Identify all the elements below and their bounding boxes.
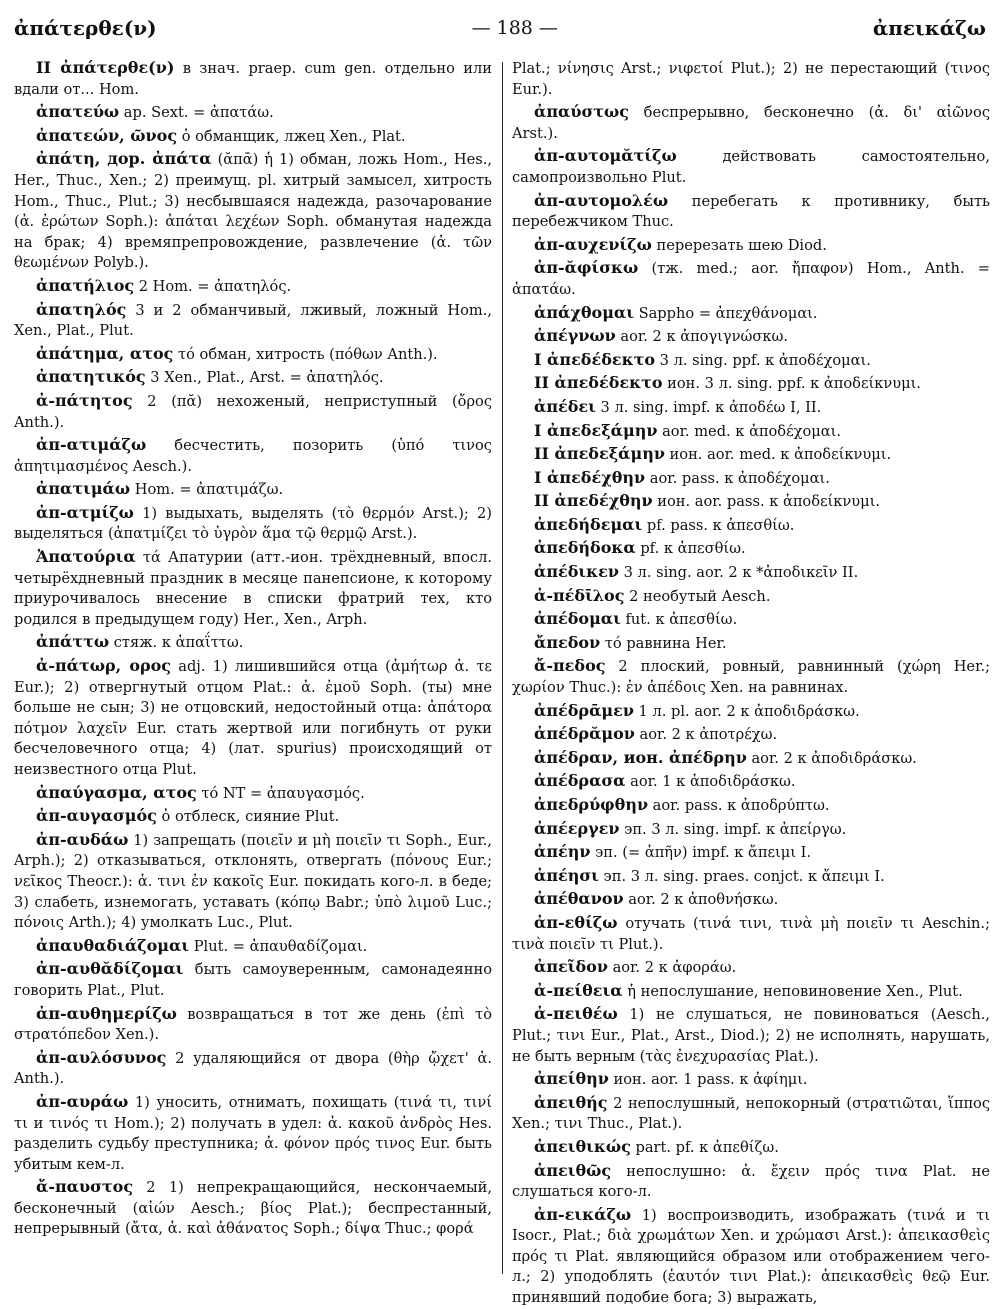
entry-definition: 2 удаляющийся от двора (θὴρ ᾤχετ' ἀ. Anth.). <box>14 1049 492 1088</box>
left-column <box>14 58 492 1276</box>
entry-headword: ἀπεδήδεμαι <box>534 514 643 534</box>
dictionary-entry <box>512 58 990 100</box>
dictionary-entry <box>512 1069 990 1091</box>
dictionary-entry <box>14 58 492 100</box>
entry-definition: 1) запрещать (ποιεῖν и μὴ ποιεῖν τι Soph., Eur., Arph.); 2) отказываться, отклонять, отвергать (πόνους Eur.; νεῖκος Theocr.): ἀ. τινι ἐν κακοῖς Eur. покидать кого-л. в беде; 3) слабеть, изнемогать, уставать (κόπῳ Babr.; ὑπὸ λιμοῦ Luc.; πόνοις Arth.); 4) умолкать Luc., Plut. <box>14 831 492 932</box>
dictionary-entry <box>512 444 990 466</box>
entry-headword: ἄ-πεδος <box>534 656 606 676</box>
entry-headword: ἀπάτημα, ατος <box>36 343 174 363</box>
dictionary-entry <box>14 276 492 298</box>
entry-definition: отучать (τινά τινι, τινὰ μὴ ποιεῖν τι Aeschin.; τινὰ ποιεῖν τι Plut.). <box>512 914 990 953</box>
dictionary-entry <box>512 515 990 537</box>
entry-headword: ἀπαυθαδιάζομαι <box>36 935 190 955</box>
dictionary-entry <box>512 468 990 490</box>
entry-headword: ἀπέθανον <box>534 889 624 909</box>
entry-headword: ἀ-πάτητος <box>36 390 133 410</box>
entry-headword: II ἀπεδέδεκτο <box>534 373 663 393</box>
dictionary-entry <box>512 303 990 325</box>
dictionary-entry <box>512 957 990 979</box>
entry-definition: эп. 3 л. sing. praes. conjct. к ἄπειμι I. <box>598 867 885 885</box>
dictionary-entry <box>14 1048 492 1090</box>
entry-definition: ὁ обманщик, лжец Xen., Plat. <box>177 127 406 145</box>
entry-definition: τό равнина Her. <box>600 634 727 652</box>
entry-headword: ἄ-παυστος <box>36 1177 134 1197</box>
entry-definition: Hom. = ἀπατιμάζω. <box>130 481 284 499</box>
entry-definition: 1 л. pl. aor. 2 к ἀποδιδράσκω. <box>633 702 860 720</box>
dictionary-entry <box>512 258 990 300</box>
dictionary-entry <box>512 609 990 631</box>
entry-definition: действовать самостоятельно, самопроизвольно Plut. <box>512 148 990 186</box>
entry-headword: ἀπ-ατμίζω <box>36 502 134 522</box>
dictionary-entry <box>512 491 990 513</box>
entry-definition: aor. 2 к ἀποδιδράσκω. <box>746 749 917 767</box>
dictionary-entry <box>512 102 990 144</box>
entry-headword: ἀπ-αυγασμός <box>36 806 157 826</box>
dictionary-entry <box>14 1177 492 1240</box>
entry-definition: 1) воспроизводить, изображать (τινά и τι Isocr., Plat.; διὰ χρωμάτων Xen. и χρώμασι Arst.): ἀπεικασθεὶς πρός τι Plat. являющийся образом или отображением чего-л.; 2) уподоблять (ἑαυτόν τινι Plat.): ἀπεικασθεὶς θεῷ Eur. принявший подобие бога; 3) выражать, <box>512 1206 990 1307</box>
column-divider <box>502 62 503 1274</box>
dictionary-entry <box>14 479 492 501</box>
entry-definition: Plat.; νίνησις Arst.; νιφετοί Plut.); 2) не перестающий (τινος Eur.). <box>512 60 990 98</box>
dictionary-entry <box>512 146 990 188</box>
entry-headword: ἀπέδρᾱμεν <box>534 700 634 720</box>
entry-definition: aor. 2 к ἀποθνήσκω. <box>623 891 779 909</box>
entry-definition: ион. aor. 1 pass. к ἀφίημι. <box>608 1071 808 1089</box>
entry-definition: 3 л. sing. impf. к ἀποδέω I, II. <box>595 398 822 416</box>
entry-headword: ἀπάττω <box>36 632 110 652</box>
dictionary-entry <box>14 1004 492 1046</box>
entry-headword: ἀπ-αυλόσυνος <box>36 1047 167 1067</box>
entry-definition: ap. Sext. = ἀπατάω. <box>119 104 274 122</box>
dictionary-entry <box>14 936 492 958</box>
dictionary-entry <box>512 656 990 698</box>
entry-definition: ион. 3 л. sing. ppf. к ἀποδείκνυμι. <box>662 375 921 393</box>
entry-definition: aor. 1 к ἀποδιδράσκω. <box>625 773 796 791</box>
dictionary-entry <box>512 586 990 608</box>
entry-headword: ἀπατηλός <box>36 299 127 319</box>
entry-headword: ἀπ-αυδάω <box>36 829 129 849</box>
page-number: — 188 — <box>471 17 558 39</box>
entry-headword: ἀπεδρύφθην <box>534 795 649 814</box>
entry-headword: ἀπειθῶς <box>534 1160 612 1180</box>
entry-headword: ἀπέδραν, ион. ἀπέδρην <box>534 747 747 767</box>
entry-headword: ἀπ-αυχενίζω <box>534 234 652 254</box>
entry-headword: ἀπ-εικάζω <box>534 1204 632 1224</box>
entry-headword: ἀ-πάτωρ, ορος <box>36 656 172 676</box>
dictionary-entry <box>512 819 990 841</box>
entry-headword: ἀπ-ᾰφίσκω <box>534 258 639 278</box>
dictionary-entry <box>512 981 990 1003</box>
dictionary-entry <box>14 656 492 781</box>
entry-headword: I ἀπεδεξάμην <box>534 420 658 440</box>
entry-headword: ἀπέην <box>534 842 591 862</box>
entry-definition: aor. 2 к ἀφοράω. <box>607 959 737 977</box>
dictionary-entry <box>14 806 492 828</box>
dictionary-entry <box>512 373 990 395</box>
entry-headword: ἀπ-αυτομᾰτίζω <box>534 146 677 166</box>
dictionary-entry <box>14 1092 492 1175</box>
dictionary-entry <box>512 1093 990 1135</box>
entry-definition: τό обман, хитрость (πόθων Anth.). <box>173 345 438 363</box>
entry-definition: возвращаться в тот же день (ἐπὶ τὸ στρατόπεδον Xen.). <box>14 1005 492 1044</box>
entry-definition: беспрерывно, бесконечно (ἀ. δι' αἰῶνος Arst.). <box>512 104 990 142</box>
entry-definition: 2 (πᾰ) нехоженый, неприступный (ὄρος Anth.). <box>14 392 492 431</box>
entry-headword: ἀπ-αυτομολέω <box>534 190 669 210</box>
entry-definition: 2 плоский, ровный, равнинный (χώρη Her.; χωρίον Thuc.): ἐν ἀπέδοις Xen. на равнинах. <box>512 658 990 697</box>
header-left-guideword: ἀπάτερθε(ν) <box>14 16 157 40</box>
dictionary-entry <box>512 1205 990 1309</box>
entry-definition: ἡ непослушание, неповиновение Xen., Plut. <box>622 982 963 1000</box>
entry-definition: бесчестить, позорить (ὑπό τινος ἀπητιμασμένος Aesch.). <box>14 437 492 475</box>
dictionary-entry <box>512 795 990 817</box>
entry-headword: ἀπέησι <box>534 865 599 885</box>
entry-definition: быть самоуверенным, самонадеянно говорить Plat., Plut. <box>14 961 492 999</box>
entry-headword: Ἀπατούρια <box>36 547 136 567</box>
entry-headword: II ἀπεδέχθην <box>534 491 653 511</box>
dictionary-entry <box>14 830 492 934</box>
entry-definition: эп. 3 л. sing. impf. к ἀπείργω. <box>619 820 847 838</box>
entry-definition: τό NT = ἀπαυγασμός. <box>196 784 365 802</box>
dictionary-entry <box>512 350 990 372</box>
dictionary-entry <box>512 1161 990 1203</box>
dictionary-entry <box>14 367 492 389</box>
dictionary-entry <box>14 391 492 433</box>
entry-headword: ἀπαύγασμα, ατος <box>36 782 197 802</box>
entry-definition: (тж. med.; aor. ἤπαφον) Hom., Anth. = ἀπατάω. <box>512 260 990 298</box>
entry-headword: ἀπέεργεν <box>534 818 620 838</box>
entry-headword: ἀπειθικώς <box>534 1136 631 1156</box>
entry-definition: 2 необутый Aesch. <box>624 587 771 605</box>
dictionary-entry <box>512 748 990 770</box>
entry-definition: aor. med. к ἀποδέχομαι. <box>657 422 841 440</box>
entry-definition: part. pf. к ἀπεθίζω. <box>630 1138 779 1156</box>
entry-definition: Sappho = ἀπεχθάνομαι. <box>633 304 818 322</box>
entry-headword: ἀπατιμάω <box>36 479 131 499</box>
entry-definition: 1) выдыхать, выделять (τὸ θερμόν Arst.); 2) выделяться (ἀπατμίζει τὸ ὑγρὸν ἅμα τῷ θερμῷ Arst.). <box>14 504 492 543</box>
entry-definition: ион. aor. pass. к ἀποδείκνυμι. <box>652 493 880 511</box>
entry-definition: pf. к ἀπεσθίω. <box>635 540 746 558</box>
dictionary-entry <box>512 326 990 348</box>
dictionary-entry <box>512 889 990 911</box>
header-right-guideword: ἀπεικάζω <box>872 16 986 40</box>
entry-definition: эп. (= ἀπῆν) impf. к ἄπειμι I. <box>590 844 812 862</box>
entry-headword: ἀπέδρασα <box>534 771 626 791</box>
dictionary-entry <box>512 771 990 793</box>
dictionary-entry <box>512 421 990 443</box>
dictionary-entry <box>512 1004 990 1067</box>
entry-headword: ἀπεῖδον <box>534 957 608 977</box>
entry-definition: 1) уносить, отнимать, похищать (τινά τι, τινί τι и τινός τι Hom.); 2) получать в удел: ἀ. κακοῦ ἀνδρὸς Hes. разделить судьбу преступника; ἀ. φόνον πρός τινος Eur. быть убитым кем-л. <box>14 1093 492 1173</box>
dictionary-entry <box>512 191 990 233</box>
entry-headword: ἀπ-ατιμάζω <box>36 435 147 455</box>
dictionary-entry <box>14 959 492 1001</box>
entry-definition: 3 л. sing. aor. 2 к *ἀποδικεῖν II. <box>618 564 859 582</box>
entry-definition: непослушно: ἀ. ἔχειν πρός τινα Plat. не слушаться кого-л. <box>512 1162 990 1201</box>
entry-headword: I ἀπεδέδεκτο <box>534 349 656 369</box>
dictionary-entry <box>512 1137 990 1159</box>
entry-headword: ἀ-πέδῑλος <box>534 585 625 605</box>
dictionary-entry <box>512 397 990 419</box>
entry-definition: aor. 2 к ἀποτρέχω. <box>634 726 778 744</box>
dictionary-entry <box>14 149 492 274</box>
entry-headword: ἀπείθην <box>534 1069 609 1089</box>
entry-definition: pf. pass. к ἀπεσθίω. <box>642 516 795 534</box>
entry-definition: 2 непослушный, непокорный (στρατιῶται, ἵππος Xen.; τινι Thuc., Plat.). <box>512 1094 990 1133</box>
dictionary-entry <box>512 724 990 746</box>
entry-headword: ἀπ-εθίζω <box>534 912 618 932</box>
entry-headword: ἀπεδήδοκα <box>534 538 636 558</box>
entry-definition: 3 Xen., Plat., Arst. = ἀπατηλός. <box>145 369 384 387</box>
entry-definition: τά Апатурии (атт.-ион. трёхдневный, впосл. четырёхдневный праздник в месяце панепсионе, к которому приурочивалось внесение в списки фратрий тех, кто родился в предыдущем году) Her., Xen., Arph. <box>14 549 492 628</box>
dictionary-entry <box>512 701 990 723</box>
entry-headword: ἀπατεύω <box>36 102 120 122</box>
entry-definition: перебегать к противнику, быть перебежчиком Thuc. <box>512 192 990 231</box>
dictionary-entry <box>512 866 990 888</box>
entry-headword: ἀπέδρᾰμον <box>534 724 635 744</box>
entry-headword: ἀπ-αυράω <box>36 1091 129 1111</box>
entry-definition: adj. 1) лишившийся отца (ἀμήτωρ ἀ. τε Eur.); 2) отвергнутый отцом Plat.: ἀ. ἐμοῦ Soph. (ты) мне больше не сын; 3) не отцовский, недостойный отца: ἀπάτορα πότμον λαχεῖν Eur. стать жертвой или погибнуть от руки бесчеловечного отца; 4) (лат. spurius) происходящий от неизвестного отца Plut. <box>14 658 492 778</box>
dictionary-entry <box>14 632 492 654</box>
entry-definition: 3 л. sing. ppf. к ἀποδέχομαι. <box>655 351 871 369</box>
dictionary-entry <box>14 783 492 805</box>
entry-definition: aor. pass. к ἀποδέχομαι. <box>645 469 830 487</box>
dictionary-entry <box>14 102 492 124</box>
entry-definition: ὁ отблеск, сияние Plut. <box>156 808 340 826</box>
entry-headword: ἀπέδικεν <box>534 562 619 582</box>
entry-headword: ἀπάτη, дор. ἀπάτα <box>36 149 212 169</box>
entry-definition: 2 Hom. = ἀπατηλός. <box>134 277 292 295</box>
entry-definition: ион. aor. med. к ἀποδείκνυμι. <box>664 446 892 464</box>
entry-headword: ἀπάχθομαι <box>534 302 634 322</box>
entry-definition: aor. pass. к ἀποδρύπτω. <box>648 797 830 814</box>
dictionary-entry <box>14 300 492 342</box>
entry-headword: ἀπέγνων <box>534 326 616 346</box>
dictionary-entry <box>14 503 492 545</box>
page-header <box>14 10 986 46</box>
entry-definition: aor. 2 к ἀπογιγνώσκω. <box>615 328 789 346</box>
dictionary-entry <box>14 126 492 148</box>
entry-headword: ἀπ-αυθᾰδίζομαι <box>36 959 184 979</box>
right-column <box>512 58 990 1307</box>
entry-definition: 1) не слушаться, не повиноваться (Aesch., Plut.; τινι Eur., Plat., Arst., Diod.); 2) не исполнять, нарушать, не быть верным (τὰς ἐνεχυρασίας Plat.). <box>512 1006 990 1065</box>
entry-headword: II ἀπάτερθε(ν) <box>36 58 175 77</box>
dictionary-entry <box>14 547 492 630</box>
entry-headword: ἀπατεών, ῶνος <box>36 125 178 145</box>
dictionary-entry <box>512 235 990 257</box>
entry-headword: ἀπατήλιος <box>36 275 135 295</box>
dictionary-entry <box>14 435 492 477</box>
entry-headword: ἀπέδομαι <box>534 609 621 629</box>
entry-headword: ἀπειθής <box>534 1092 608 1112</box>
dictionary-entry <box>14 344 492 366</box>
entry-headword: II ἀπεδεξάμην <box>534 444 665 464</box>
entry-headword: ἀ-πείθεια <box>534 980 623 1000</box>
dictionary-entry <box>512 562 990 584</box>
entry-headword: ἀ-πειθέω <box>534 1004 618 1024</box>
entry-definition: перерезать шею Diod. <box>651 236 827 254</box>
dictionary-entry <box>512 842 990 864</box>
entry-definition: 3 и 2 обманчивый, лживый, ложный Hom., Xen., Plat., Plut. <box>14 301 492 340</box>
entry-definition: fut. к ἀπεσθίω. <box>620 611 738 629</box>
entry-definition: в знач. praep. cum gen. отдельно или вдали от... Hom. <box>14 60 492 98</box>
dictionary-entry <box>512 633 990 655</box>
entry-headword: ἀπατητικός <box>36 367 146 387</box>
entry-headword: ἀπέδει <box>534 396 596 416</box>
dictionary-entry <box>512 538 990 560</box>
entry-definition: 2 1) непрекращающийся, нескончаемый, бесконечный (αἰών Aesch.; βίος Plat.); беспрестанный, непрерывный (ἄτα, ἀ. καὶ ἀθάνατος Soph.; δίψα Thuc.; φορά <box>14 1179 492 1238</box>
entry-headword: ἀπαύστως <box>534 102 629 122</box>
entry-headword: ἀπ-αυθημερίζω <box>36 1003 177 1023</box>
entry-definition: (ᾰπᾱ) ἡ 1) обман, ложь Hom., Hes., Her., Thuc., Xen.; 2) преимущ. pl. хитрый замысел, хитрость Hom., Thuc., Plut.; 3) несбывшаяся надежда, разочарование (ἀ. ἐρώτων Soph.): ἀπάται λεχέων Soph. обманутая надежда на брак; 4) времяпрепровождение, развлечение (ἀ. τῶν θεωμένων Polyb.). <box>14 151 493 272</box>
entry-definition: стяж. к ἀπαΐττω. <box>109 634 244 652</box>
dictionary-entry <box>512 913 990 955</box>
entry-headword: ἄπεδον <box>534 632 601 652</box>
entry-headword: I ἀπεδέχθην <box>534 467 646 487</box>
entry-definition: Plut. = ἀπαυθαδίζομαι. <box>189 937 368 955</box>
